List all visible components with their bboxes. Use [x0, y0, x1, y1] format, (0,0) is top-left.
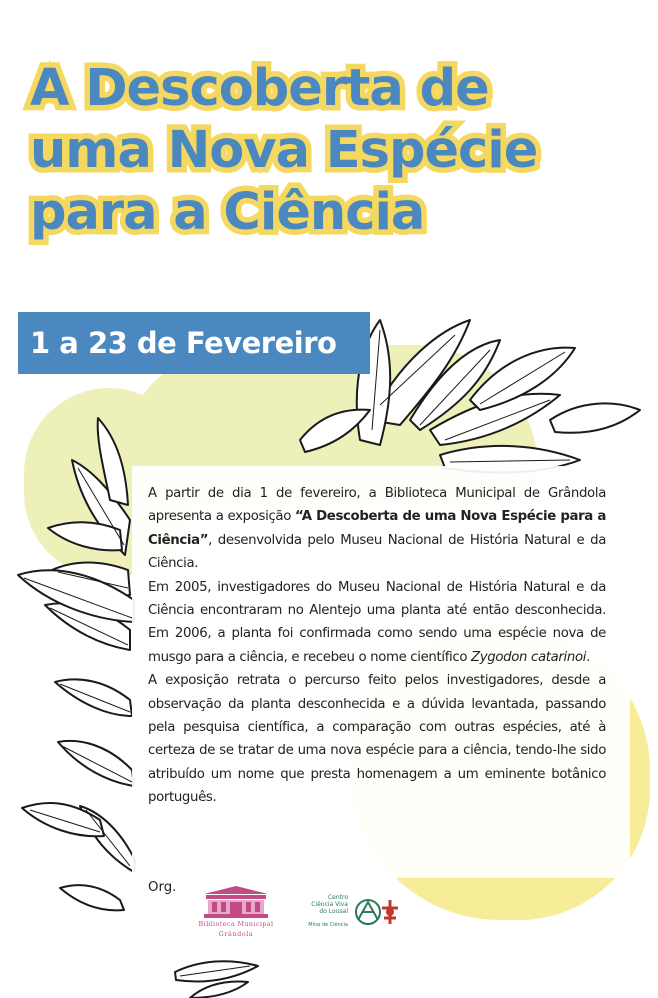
exhibition-date: 1 a 23 de Fevereiro — [30, 326, 337, 360]
ciencia-viva-logo — [300, 890, 410, 936]
title-line: A Descoberta de — [30, 59, 489, 118]
paragraph-exhibition: A exposição retrata o percurso feito pelos investigadores, desde a observação da planta desconhecida e a dúvida levantada, passando pela pesquisa científica, a comparação com outras espécies, até à certeza de se tratar de uma nova espécie para a ciência, tendo-lhe sido atribuído um nome que presta homenagem a um eminente botânico português. — [148, 673, 606, 806]
logo-text: Centro — [327, 894, 348, 901]
poster-title — [30, 58, 650, 244]
library-building-icon — [176, 884, 296, 920]
logo-text: Ciência Viva — [311, 901, 348, 908]
logo-caption: Biblioteca Municipal — [198, 920, 274, 928]
ciencia-viva-emblem-icon — [352, 894, 410, 930]
paragraph-discovery — [148, 576, 606, 670]
title-line: para a Ciência — [30, 183, 425, 242]
paragraph-intro — [148, 482, 606, 576]
biblioteca-municipal-logo — [176, 884, 296, 944]
logo-text: do Lousal — [319, 908, 348, 915]
text-run: , desenvolvida pelo Museu Nacional de História Natural e da Ciência. — [148, 532, 606, 572]
text-run: A partir de dia 1 de fevereiro, a Biblioteca Municipal de Grândola apresenta a exposição — [148, 486, 606, 525]
body-text — [148, 482, 606, 810]
scientific-name: Zygodon catarinoi — [471, 649, 587, 665]
exhibition-name: “A Descoberta de uma Nova Espécie para a Ciência” — [148, 509, 606, 548]
text-run: . — [586, 649, 590, 665]
logo-caption: Grândola — [218, 930, 254, 938]
organizer-label: Org. — [148, 880, 177, 895]
title-line: uma Nova Espécie — [30, 121, 538, 180]
text-run: Em 2005, investigadores do Museu Nacional de História Natural e da Ciência encontraram no Alentejo uma planta até então desconhecida. Em 2006, a planta foi confirmada como sendo uma espécie nova de musgo para a ciência, e recebeu o nome científico — [148, 579, 606, 665]
logo-caption — [300, 894, 348, 915]
logo-caption: Mina de Ciência — [308, 922, 348, 928]
